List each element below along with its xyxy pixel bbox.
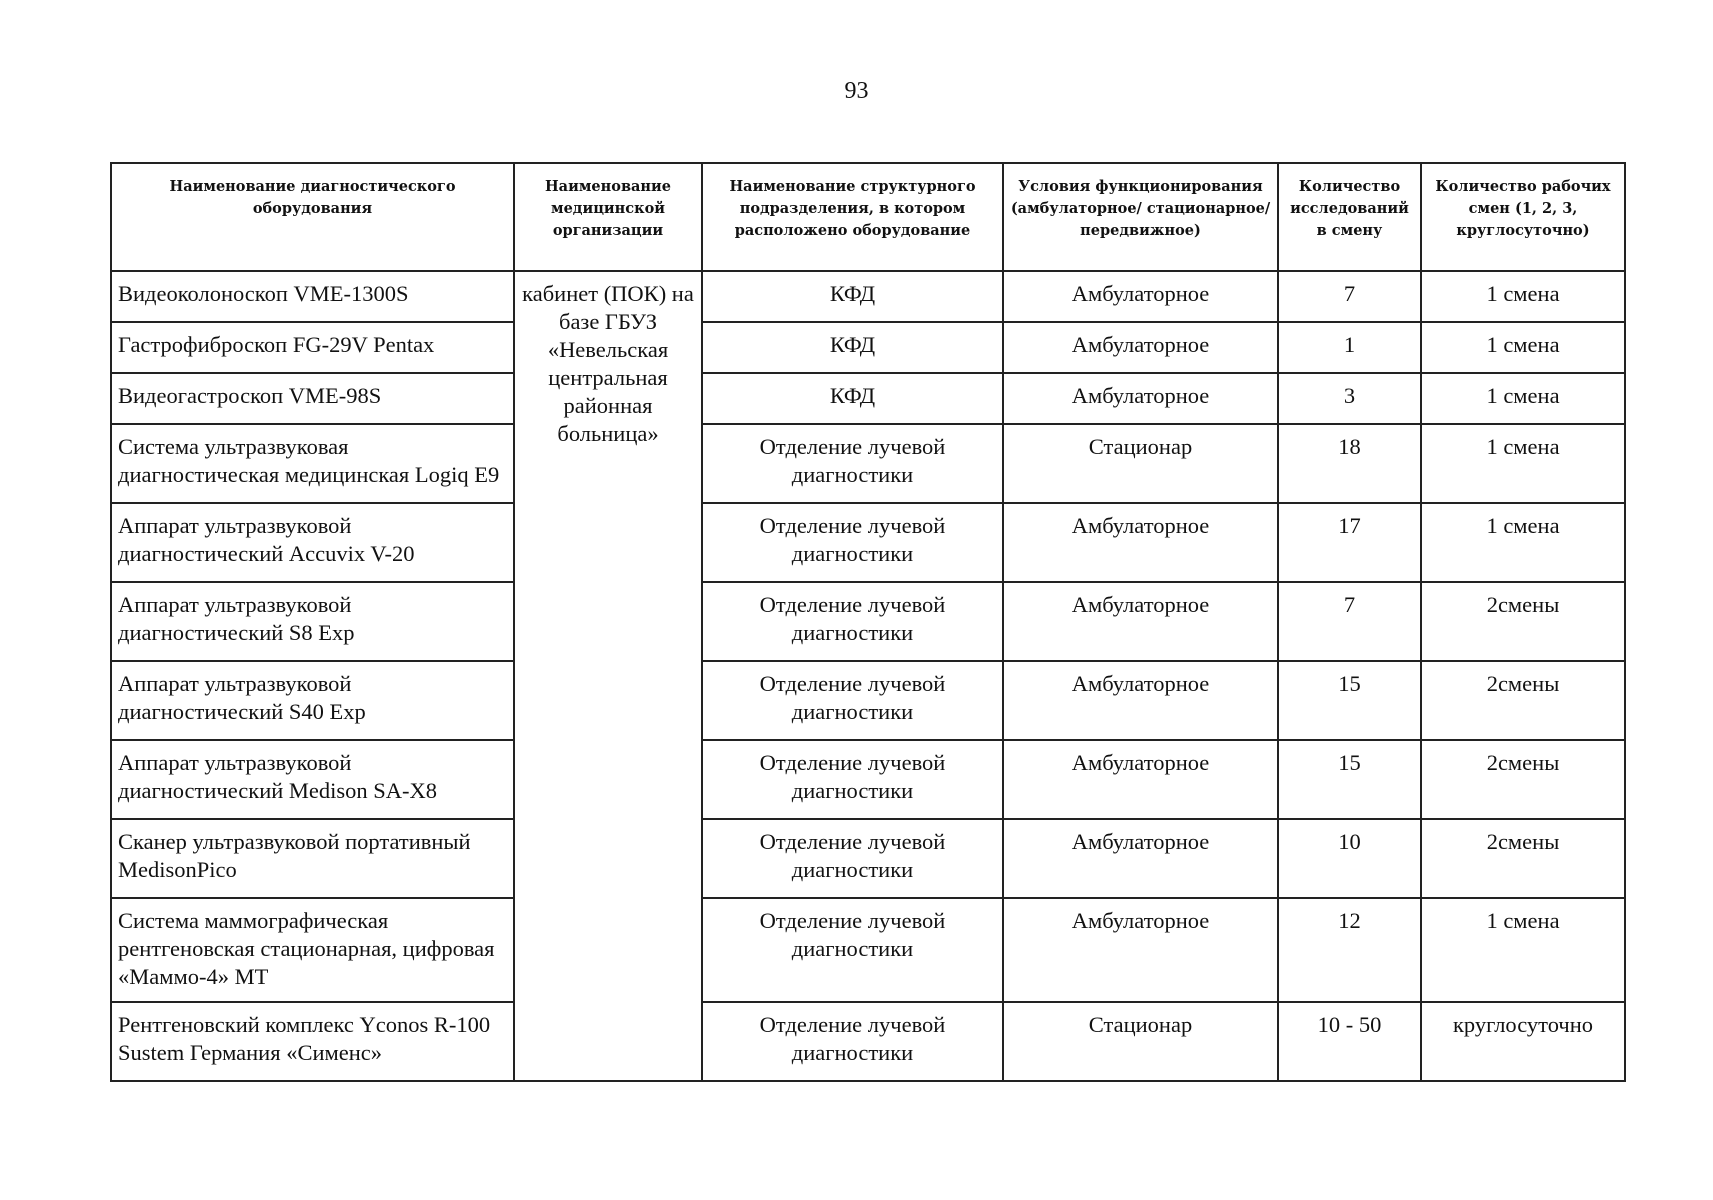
- count-cell: 7: [1278, 582, 1421, 661]
- table-row: [111, 424, 1625, 503]
- count-cell: 7: [1278, 271, 1421, 322]
- header-unit: Наименование структурного подразделения, в котором расположено оборудование: [702, 163, 1003, 271]
- unit-cell: КФД: [702, 322, 1003, 373]
- conditions-cell: Амбулаторное: [1003, 582, 1278, 661]
- equipment-table: [110, 162, 1626, 1082]
- count-cell: 17: [1278, 503, 1421, 582]
- shifts-cell: 1 смена: [1421, 271, 1625, 322]
- conditions-cell: Стационар: [1003, 1002, 1278, 1081]
- count-cell: 3: [1278, 373, 1421, 424]
- unit-cell: Отделение лучевой диагностики: [702, 582, 1003, 661]
- equipment-cell: Сканер ультразвуковой портативный MedisonPico: [111, 819, 514, 898]
- table-row: [111, 582, 1625, 661]
- organization-cell: кабинет (ПОК) на базе ГБУЗ «Невельская центральная районная больница»: [514, 271, 702, 1081]
- shifts-cell: 1 смена: [1421, 424, 1625, 503]
- table-row: [111, 819, 1625, 898]
- unit-cell: Отделение лучевой диагностики: [702, 424, 1003, 503]
- unit-cell: Отделение лучевой диагностики: [702, 661, 1003, 740]
- unit-cell: Отделение лучевой диагностики: [702, 898, 1003, 1002]
- equipment-cell: Гастрофиброскоп FG-29V Pentax: [111, 322, 514, 373]
- conditions-cell: Амбулаторное: [1003, 661, 1278, 740]
- equipment-cell: Система ультразвуковая диагностическая медицинская Logiq E9: [111, 424, 514, 503]
- header-shifts: Количество рабочих смен (1, 2, 3, круглосуточно): [1421, 163, 1625, 271]
- unit-cell: Отделение лучевой диагностики: [702, 819, 1003, 898]
- equipment-cell: Видеоколоноскоп VME-1300S: [111, 271, 514, 322]
- header-organization: Наименование медицинской организации: [514, 163, 702, 271]
- table-header: [111, 163, 1625, 271]
- count-cell: 12: [1278, 898, 1421, 1002]
- unit-cell: Отделение лучевой диагностики: [702, 740, 1003, 819]
- table-body: [111, 271, 1625, 1081]
- unit-cell: КФД: [702, 271, 1003, 322]
- shifts-cell: круглосуточно: [1421, 1002, 1625, 1081]
- table-row: [111, 661, 1625, 740]
- page-number: 93: [844, 78, 869, 104]
- shifts-cell: 2смены: [1421, 819, 1625, 898]
- header-count: Количество исследований в смену: [1278, 163, 1421, 271]
- conditions-cell: Амбулаторное: [1003, 819, 1278, 898]
- table-row: [111, 322, 1625, 373]
- count-cell: 10 - 50: [1278, 1002, 1421, 1081]
- shifts-cell: 2смены: [1421, 582, 1625, 661]
- equipment-cell: Видеогастроскоп VME-98S: [111, 373, 514, 424]
- equipment-cell: Аппарат ультразвуковой диагностический Medison SA-X8: [111, 740, 514, 819]
- table-row: [111, 271, 1625, 322]
- unit-cell: Отделение лучевой диагностики: [702, 503, 1003, 582]
- table-row: [111, 1002, 1625, 1081]
- equipment-cell: Система маммографическая рентгеновская стационарная, цифровая «Маммо-4» МТ: [111, 898, 514, 1002]
- shifts-cell: 1 смена: [1421, 373, 1625, 424]
- conditions-cell: Амбулаторное: [1003, 373, 1278, 424]
- shifts-cell: 1 смена: [1421, 503, 1625, 582]
- count-cell: 15: [1278, 661, 1421, 740]
- count-cell: 18: [1278, 424, 1421, 503]
- shifts-cell: 1 смена: [1421, 898, 1625, 1002]
- header-equipment: Наименование диагностического оборудования: [111, 163, 514, 271]
- table-row: [111, 373, 1625, 424]
- conditions-cell: Амбулаторное: [1003, 898, 1278, 1002]
- count-cell: 1: [1278, 322, 1421, 373]
- equipment-cell: Рентгеновский комплекс Yconos R-100 Sustem Германия «Сименс»: [111, 1002, 514, 1081]
- unit-cell: Отделение лучевой диагностики: [702, 1002, 1003, 1081]
- conditions-cell: Стационар: [1003, 424, 1278, 503]
- unit-cell: КФД: [702, 373, 1003, 424]
- shifts-cell: 2смены: [1421, 661, 1625, 740]
- equipment-cell: Аппарат ультразвуковой диагностический Accuvix V-20: [111, 503, 514, 582]
- equipment-cell: Аппарат ультразвуковой диагностический S8 Exp: [111, 582, 514, 661]
- equipment-cell: Аппарат ультразвуковой диагностический S40 Exp: [111, 661, 514, 740]
- conditions-cell: Амбулаторное: [1003, 740, 1278, 819]
- header-conditions: Условия функционирования (амбулаторное/ стационарное/передвижное): [1003, 163, 1278, 271]
- table-row: [111, 898, 1625, 1002]
- header-row: [111, 163, 1625, 271]
- conditions-cell: Амбулаторное: [1003, 271, 1278, 322]
- shifts-cell: 2смены: [1421, 740, 1625, 819]
- conditions-cell: Амбулаторное: [1003, 322, 1278, 373]
- table-row: [111, 740, 1625, 819]
- conditions-cell: Амбулаторное: [1003, 503, 1278, 582]
- count-cell: 10: [1278, 819, 1421, 898]
- shifts-cell: 1 смена: [1421, 322, 1625, 373]
- count-cell: 15: [1278, 740, 1421, 819]
- table-row: [111, 503, 1625, 582]
